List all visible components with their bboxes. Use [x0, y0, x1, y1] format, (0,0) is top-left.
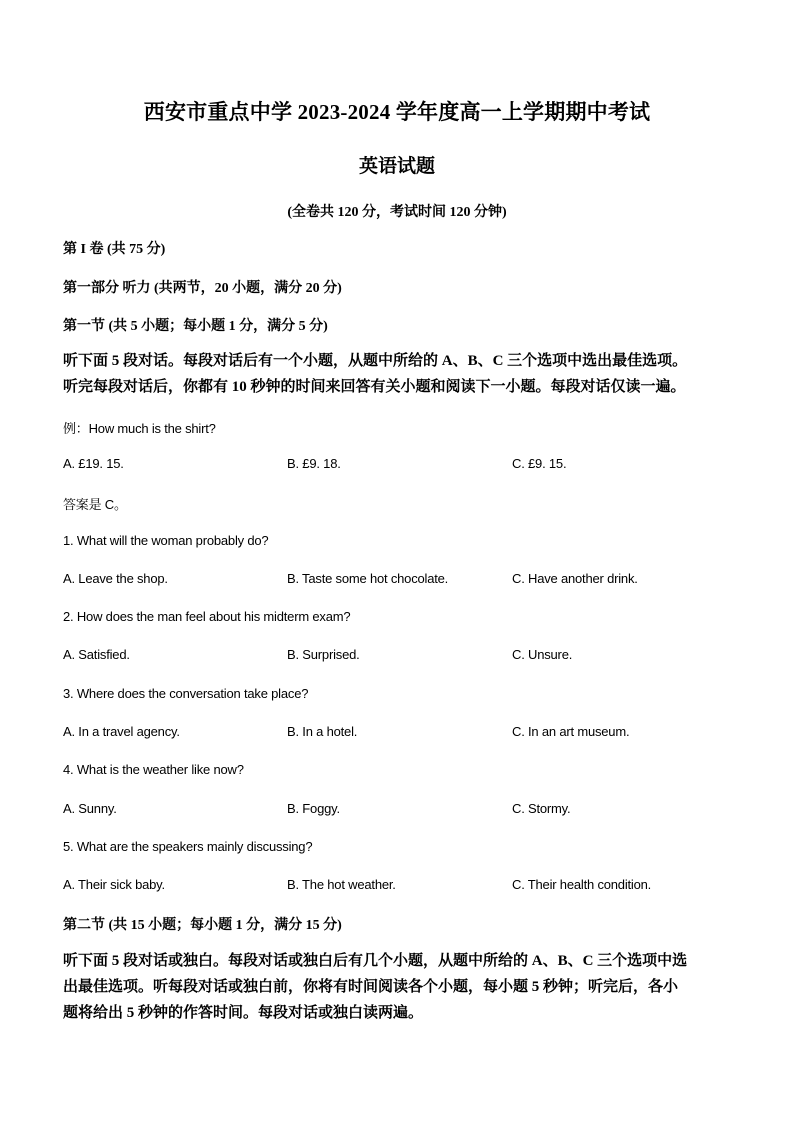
- example-option-a: A. £19. 15.: [63, 456, 124, 471]
- q2-option-c: C. Unsure.: [512, 647, 573, 662]
- q3-option-a: A. In a travel agency.: [63, 724, 180, 739]
- example-question: 例：How much is the shirt?: [63, 421, 216, 436]
- exam-title: 西安市重点中学 2023-2024 学年度高一上学期期中考试: [143, 100, 651, 124]
- part1-heading: 第一部分 听力 (共两节，20 小题，满分 20 分): [63, 281, 342, 296]
- question-5: 5. What are the speakers mainly discussing?: [63, 839, 313, 854]
- question-2: 2. How does the man feel about his midterm exam?: [63, 609, 351, 624]
- q3-option-b: B. In a hotel.: [287, 724, 358, 739]
- q4-option-a: A. Sunny.: [63, 801, 117, 816]
- q1-option-c: C. Have another drink.: [512, 571, 638, 586]
- section1-heading: 第一节 (共 5 小题；每小题 1 分，满分 5 分): [63, 319, 328, 334]
- q2-option-a: A. Satisfied.: [63, 647, 130, 662]
- question-3: 3. Where does the conversation take place?: [63, 686, 309, 701]
- example-option-b: B. £9. 18.: [287, 456, 341, 471]
- volume-heading: 第 I 卷 (共 75 分): [63, 242, 166, 257]
- instruction-line: 题将给出 5 秒钟的作答时间。每段对话或独白读两遍。: [63, 1005, 424, 1021]
- q3-option-c: C. In an art museum.: [512, 724, 630, 739]
- exam-note: (全卷共 120 分，考试时间 120 分钟): [287, 205, 507, 220]
- example-answer: 答案是 C。: [63, 497, 127, 512]
- question-4: 4. What is the weather like now?: [63, 762, 244, 777]
- q5-option-c: C. Their health condition.: [512, 877, 652, 892]
- section2-heading: 第二节 (共 15 小题；每小题 1 分，满分 15 分): [63, 918, 342, 933]
- example-option-c: C. £9. 15.: [512, 456, 567, 471]
- q1-option-a: A. Leave the shop.: [63, 571, 168, 586]
- q5-option-a: A. Their sick baby.: [63, 877, 165, 892]
- q4-option-c: C. Stormy.: [512, 801, 571, 816]
- instruction-line: 听完每段对话后，你都有 10 秒钟的时间来回答有关小题和阅读下一小题。每段对话仅读一遍。: [63, 379, 686, 395]
- q1-option-b: B. Taste some hot chocolate.: [287, 571, 449, 586]
- q4-option-b: B. Foggy.: [287, 801, 340, 816]
- instruction-line: 听下面 5 段对话。每段对话后有一个小题，从题中所给的 A、B、C 三个选项中选出最佳选项。: [63, 353, 688, 369]
- q5-option-b: B. The hot weather.: [287, 877, 396, 892]
- exam-subject: 英语试题: [358, 156, 435, 177]
- instruction-line: 出最佳选项。听每段对话或独白前，你将有时间阅读各个小题，每小题 5 秒钟；听完后，各小: [63, 979, 679, 995]
- section1-instructions: [63, 348, 735, 400]
- section2-instructions: [63, 948, 735, 1026]
- q2-option-b: B. Surprised.: [287, 647, 360, 662]
- instruction-line: 听下面 5 段对话或独白。每段对话或独白后有几个小题，从题中所给的 A、B、C 三个选项中选: [63, 953, 688, 969]
- question-1: 1. What will the woman probably do?: [63, 533, 269, 548]
